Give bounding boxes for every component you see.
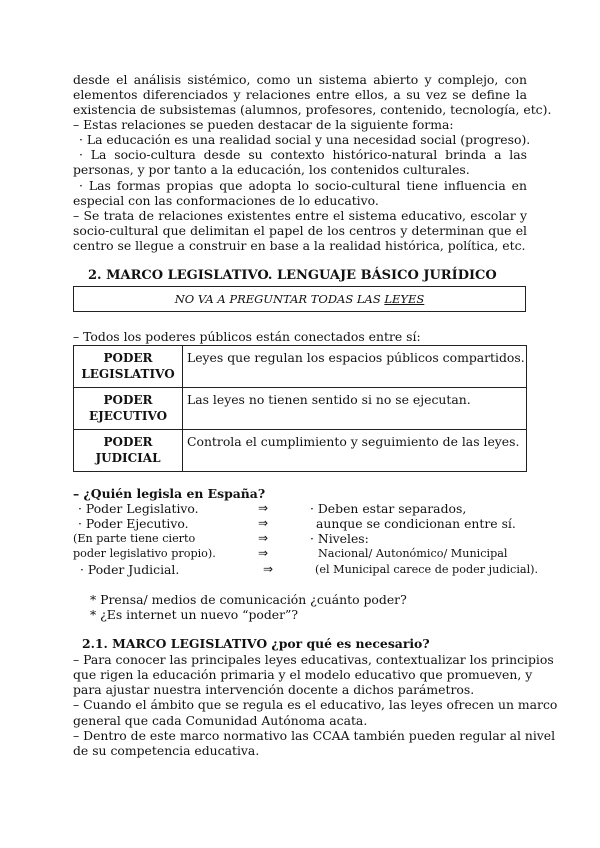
power-desc-cell: Las leyes no tienen sentido si no se ejecutan. <box>183 388 527 430</box>
power-name: LEGISLATIVO <box>81 367 175 381</box>
who-right: · Niveles: <box>310 531 369 546</box>
body-line: que rigen la educación primaria y el modelo educativo que promueven, y <box>73 667 533 682</box>
power-name: EJECUTIVO <box>88 409 168 423</box>
power-name-cell <box>74 388 183 430</box>
who-left: · Poder Judicial. <box>80 562 180 577</box>
who-right: (el Municipal carece de poder judicial). <box>315 563 539 576</box>
intro-line: – Estas relaciones se pueden destacar de la siguiente forma: <box>73 117 454 132</box>
section-heading: 2. MARCO LEGISLATIVO. LENGUAJE BÁSICO JURÍDICO <box>88 268 497 283</box>
who-right: Nacional/ Autonómico/ Municipal <box>318 547 508 560</box>
arrow-icon: ⇒ <box>258 501 269 515</box>
table-row <box>74 430 527 472</box>
intro-line: · Las formas propias que adopta lo socio-cultural tiene influencia en <box>79 178 527 193</box>
power-name: PODER <box>103 393 153 407</box>
power-name-cell <box>74 430 183 472</box>
table-row <box>74 388 527 430</box>
body-line: general que cada Comunidad Autónoma acata. <box>73 713 368 728</box>
intro-line: centro se llegue a construir en base a la realidad histórica, política, etc. <box>73 238 526 253</box>
body-line: para ajustar nuestra intervención docente a dichos parámetros. <box>73 682 475 697</box>
power-name: JUDICIAL <box>95 451 161 465</box>
power-desc-cell: Controla el cumplimiento y seguimiento de las leyes. <box>183 430 527 472</box>
who-left: poder legislativo propio). <box>73 547 216 560</box>
who-heading: – ¿Quién legisla en España? <box>73 486 266 501</box>
power-desc-cell: Leyes que regulan los espacios públicos compartidos. <box>183 346 527 388</box>
arrow-icon: ⇒ <box>258 516 269 530</box>
body-line: – Dentro de este marco normativo las CCAA también pueden regular al nivel <box>73 728 556 743</box>
question-line: * ¿Es internet un nuevo “poder”? <box>90 607 299 622</box>
who-right: aunque se condicionan entre sí. <box>316 516 516 531</box>
intro-line: · La socio-cultura desde su contexto histórico-natural brinda a las <box>79 147 527 162</box>
note-text: NO VA A PREGUNTAR TODAS LAS <box>174 292 385 306</box>
intro-line: socio-cultural que delimitan el papel de los centros y determinan que el <box>73 223 527 238</box>
note-box <box>73 286 526 312</box>
subsection-heading: 2.1. MARCO LEGISLATIVO ¿por qué es necesario? <box>82 636 430 651</box>
intro-line: especial con las conformaciones de lo educativo. <box>73 193 379 208</box>
note-underlined-word: LEYES <box>384 292 425 306</box>
power-name: PODER <box>103 351 153 365</box>
intro-line: – Se trata de relaciones existentes entre el sistema educativo, escolar y <box>73 208 527 223</box>
arrow-icon: ⇒ <box>263 562 274 576</box>
arrow-icon: ⇒ <box>258 531 269 545</box>
arrow-icon: ⇒ <box>258 546 269 560</box>
question-line: * Prensa/ medios de comunicación ¿cuánto poder? <box>90 592 407 607</box>
body-line: de su competencia educativa. <box>73 743 260 758</box>
who-left: (En parte tiene cierto <box>73 532 196 545</box>
table-row <box>74 346 527 388</box>
intro-line: elementos diferenciados y relaciones entre ellos, a su vez se define la <box>73 87 527 102</box>
intro-line: existencia de subsistemas (alumnos, profesores, contenido, tecnología, etc). <box>73 102 552 117</box>
power-name: PODER <box>103 435 153 449</box>
powers-intro: – Todos los poderes públicos están conectados entre sí: <box>73 329 421 344</box>
intro-line: · La educación es una realidad social y una necesidad social (progreso). <box>79 132 531 147</box>
who-left: · Poder Legislativo. <box>78 501 199 516</box>
intro-line: personas, y por tanto a la educación, los contenidos culturales. <box>73 162 470 177</box>
body-line: – Cuando el ámbito que se regula es el educativo, las leyes ofrecen un marco <box>73 697 558 712</box>
intro-line: desde el análisis sistémico, como un sistema abierto y complejo, con <box>73 72 527 87</box>
body-line: – Para conocer las principales leyes educativas, contextualizar los principios <box>73 652 554 667</box>
powers-table <box>73 345 527 472</box>
who-left: · Poder Ejecutivo. <box>78 516 189 531</box>
who-right: · Deben estar separados, <box>310 501 467 516</box>
power-name-cell <box>74 346 183 388</box>
